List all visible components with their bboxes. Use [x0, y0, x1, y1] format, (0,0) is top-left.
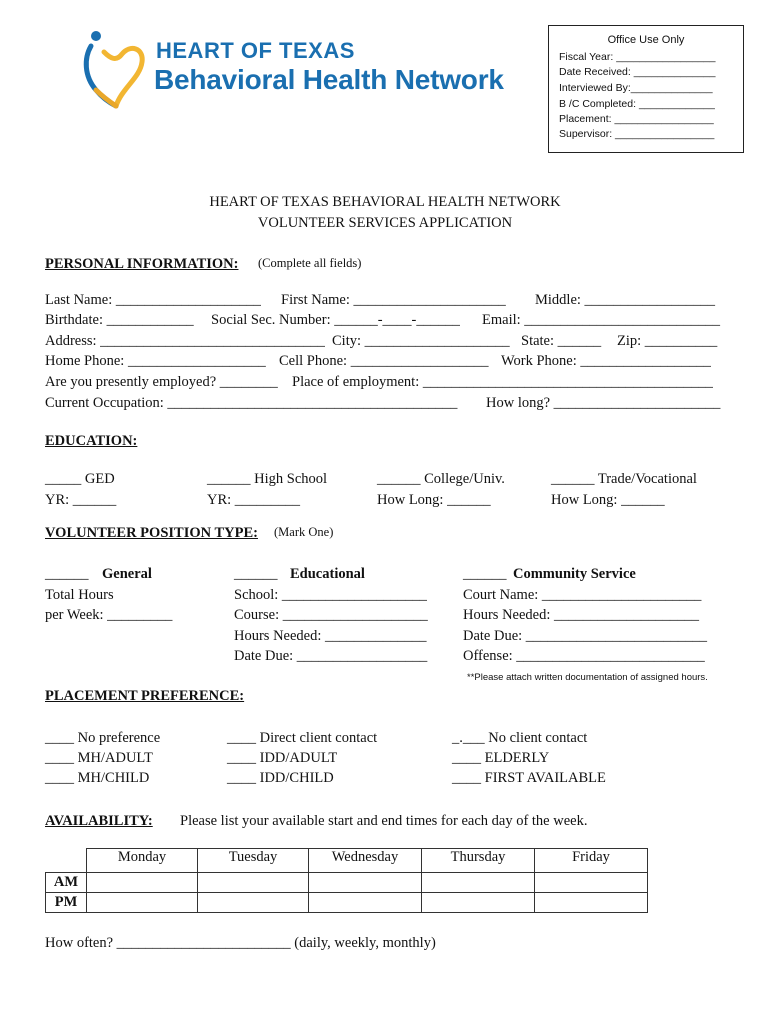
educational-hours-needed-field[interactable]: Hours Needed: ______________: [234, 628, 427, 644]
availability-pm-wednesday[interactable]: [309, 893, 422, 913]
availability-am-friday[interactable]: [535, 873, 648, 893]
placement-mh-child[interactable]: ____ MH/CHILD: [45, 770, 150, 786]
availability-table: [45, 848, 648, 913]
availability-heading: AVAILABILITY:: [45, 813, 153, 829]
office-supervisor[interactable]: Supervisor: _________________: [559, 128, 715, 140]
work-phone-field[interactable]: Work Phone: __________________: [501, 353, 711, 369]
education-high-school[interactable]: ______ High School: [207, 471, 328, 487]
office-fiscal-year[interactable]: Fiscal Year: _________________: [559, 51, 716, 63]
availability-day-monday: Monday: [87, 849, 198, 873]
placement-direct-contact[interactable]: ____ Direct client contact: [227, 730, 378, 746]
logo-text-line2: Behavioral Health Network: [154, 64, 504, 95]
position-type-note: (Mark One): [274, 525, 334, 539]
personal-info-heading: PERSONAL INFORMATION:: [45, 256, 239, 272]
office-interviewed-by[interactable]: Interviewed By:______________: [559, 82, 713, 94]
availability-day-tuesday: Tuesday: [198, 849, 309, 873]
availability-day-thursday: Thursday: [422, 849, 535, 873]
education-college[interactable]: ______ College/Univ.: [377, 471, 505, 487]
personal-info-note: (Complete all fields): [258, 256, 362, 270]
community-court-name-field[interactable]: Court Name: ______________________: [463, 587, 702, 603]
placement-first-available[interactable]: ____ FIRST AVAILABLE: [452, 770, 606, 786]
office-use-box: [548, 25, 744, 153]
logo-text-line1: HEART OF TEXAS: [156, 38, 355, 63]
home-phone-field[interactable]: Home Phone: ___________________: [45, 353, 266, 369]
education-ged[interactable]: _____ GED: [45, 471, 115, 487]
availability-am-tuesday[interactable]: [198, 873, 309, 893]
community-date-due-field[interactable]: Date Due: _________________________: [463, 628, 708, 644]
form-title: HEART OF TEXAS BEHAVIORAL HEALTH NETWORK: [209, 194, 561, 210]
availability-am-label: AM: [46, 873, 87, 893]
education-trade[interactable]: ______ Trade/Vocational: [551, 471, 697, 487]
place-of-employment-field[interactable]: Place of employment: ________________________________________: [292, 374, 713, 390]
availability-instruction: Please list your available start and end times for each day of the week.: [180, 813, 588, 829]
educational-course-field[interactable]: Course: ____________________: [234, 607, 428, 623]
availability-pm-row: [46, 893, 648, 913]
availability-pm-label: PM: [46, 893, 87, 913]
general-total-hours-label: Total Hours: [45, 587, 114, 603]
general-per-week-field[interactable]: per Week: _________: [45, 607, 173, 623]
education-heading: EDUCATION:: [45, 433, 138, 449]
position-type-heading: VOLUNTEER POSITION TYPE:: [45, 525, 258, 541]
educational-label: Educational: [290, 566, 365, 582]
placement-idd-child[interactable]: ____ IDD/CHILD: [227, 770, 334, 786]
first-name-field[interactable]: First Name: _____________________: [281, 292, 506, 308]
placement-mh-adult[interactable]: ____ MH/ADULT: [45, 750, 153, 766]
community-offense-field[interactable]: Offense: __________________________: [463, 648, 705, 664]
office-date-received[interactable]: Date Received: ______________: [559, 66, 716, 78]
last-name-field[interactable]: Last Name: ____________________: [45, 292, 261, 308]
availability-corner-cell: [46, 849, 87, 873]
address-field[interactable]: Address: _______________________________: [45, 333, 325, 349]
educational-school-field[interactable]: School: ____________________: [234, 587, 427, 603]
how-long-field[interactable]: How long? _______________________: [486, 395, 721, 411]
availability-pm-thursday[interactable]: [422, 893, 535, 913]
educational-date-due-field[interactable]: Date Due: __________________: [234, 648, 428, 664]
state-field[interactable]: State: ______: [521, 333, 602, 349]
availability-day-friday: Friday: [535, 849, 648, 873]
availability-am-wednesday[interactable]: [309, 873, 422, 893]
general-blank[interactable]: ______: [45, 566, 89, 582]
cell-phone-field[interactable]: Cell Phone: ___________________: [279, 353, 489, 369]
office-use-title: Office Use Only: [607, 34, 685, 46]
community-hours-needed-field[interactable]: Hours Needed: ____________________: [463, 607, 700, 623]
occupation-field[interactable]: Current Occupation: ________________________________________: [45, 395, 458, 411]
availability-day-wednesday: Wednesday: [309, 849, 422, 873]
availability-am-thursday[interactable]: [422, 873, 535, 893]
placement-elderly[interactable]: ____ ELDERLY: [452, 750, 550, 766]
city-field[interactable]: City: ____________________: [332, 333, 510, 349]
employed-field[interactable]: Are you presently employed? ________: [45, 374, 278, 390]
how-often-field[interactable]: How often? ________________________ (daily, weekly, monthly): [45, 935, 436, 951]
education-ged-year[interactable]: YR: ______: [45, 492, 117, 508]
placement-no-preference[interactable]: ____ No preference: [45, 730, 161, 746]
availability-pm-monday[interactable]: [87, 893, 198, 913]
zip-field[interactable]: Zip: __________: [617, 333, 718, 349]
education-college-how-long[interactable]: How Long: ______: [377, 492, 491, 508]
availability-am-monday[interactable]: [87, 873, 198, 893]
logo-heart-mark: [82, 28, 148, 115]
community-blank[interactable]: ______: [463, 566, 507, 582]
ssn-field[interactable]: Social Sec. Number: ______-____-______: [211, 312, 460, 328]
form-subtitle: VOLUNTEER SERVICES APPLICATION: [257, 215, 513, 231]
office-bc-completed[interactable]: B /C Completed: _____________: [559, 98, 715, 110]
community-label: Community Service: [513, 566, 636, 582]
placement-idd-adult[interactable]: ____ IDD/ADULT: [227, 750, 338, 766]
availability-am-row: [46, 873, 648, 893]
educational-blank[interactable]: ______: [234, 566, 278, 582]
middle-name-field[interactable]: Middle: __________________: [535, 292, 716, 308]
availability-header-row: [46, 849, 648, 873]
office-placement[interactable]: Placement: _________________: [559, 113, 714, 125]
availability-pm-friday[interactable]: [535, 893, 648, 913]
education-trade-how-long[interactable]: How Long: ______: [551, 492, 665, 508]
placement-heading: PLACEMENT PREFERENCE:: [45, 688, 245, 704]
email-field[interactable]: Email: ___________________________: [482, 312, 721, 328]
placement-no-client-contact[interactable]: _.___ No client contact: [452, 730, 588, 746]
birthdate-field[interactable]: Birthdate: ____________: [45, 312, 194, 328]
availability-pm-tuesday[interactable]: [198, 893, 309, 913]
education-high-school-year[interactable]: YR: _________: [207, 492, 301, 508]
general-label: General: [102, 566, 152, 582]
community-footnote: **Please attach written documentation of assigned hours.: [467, 672, 708, 683]
